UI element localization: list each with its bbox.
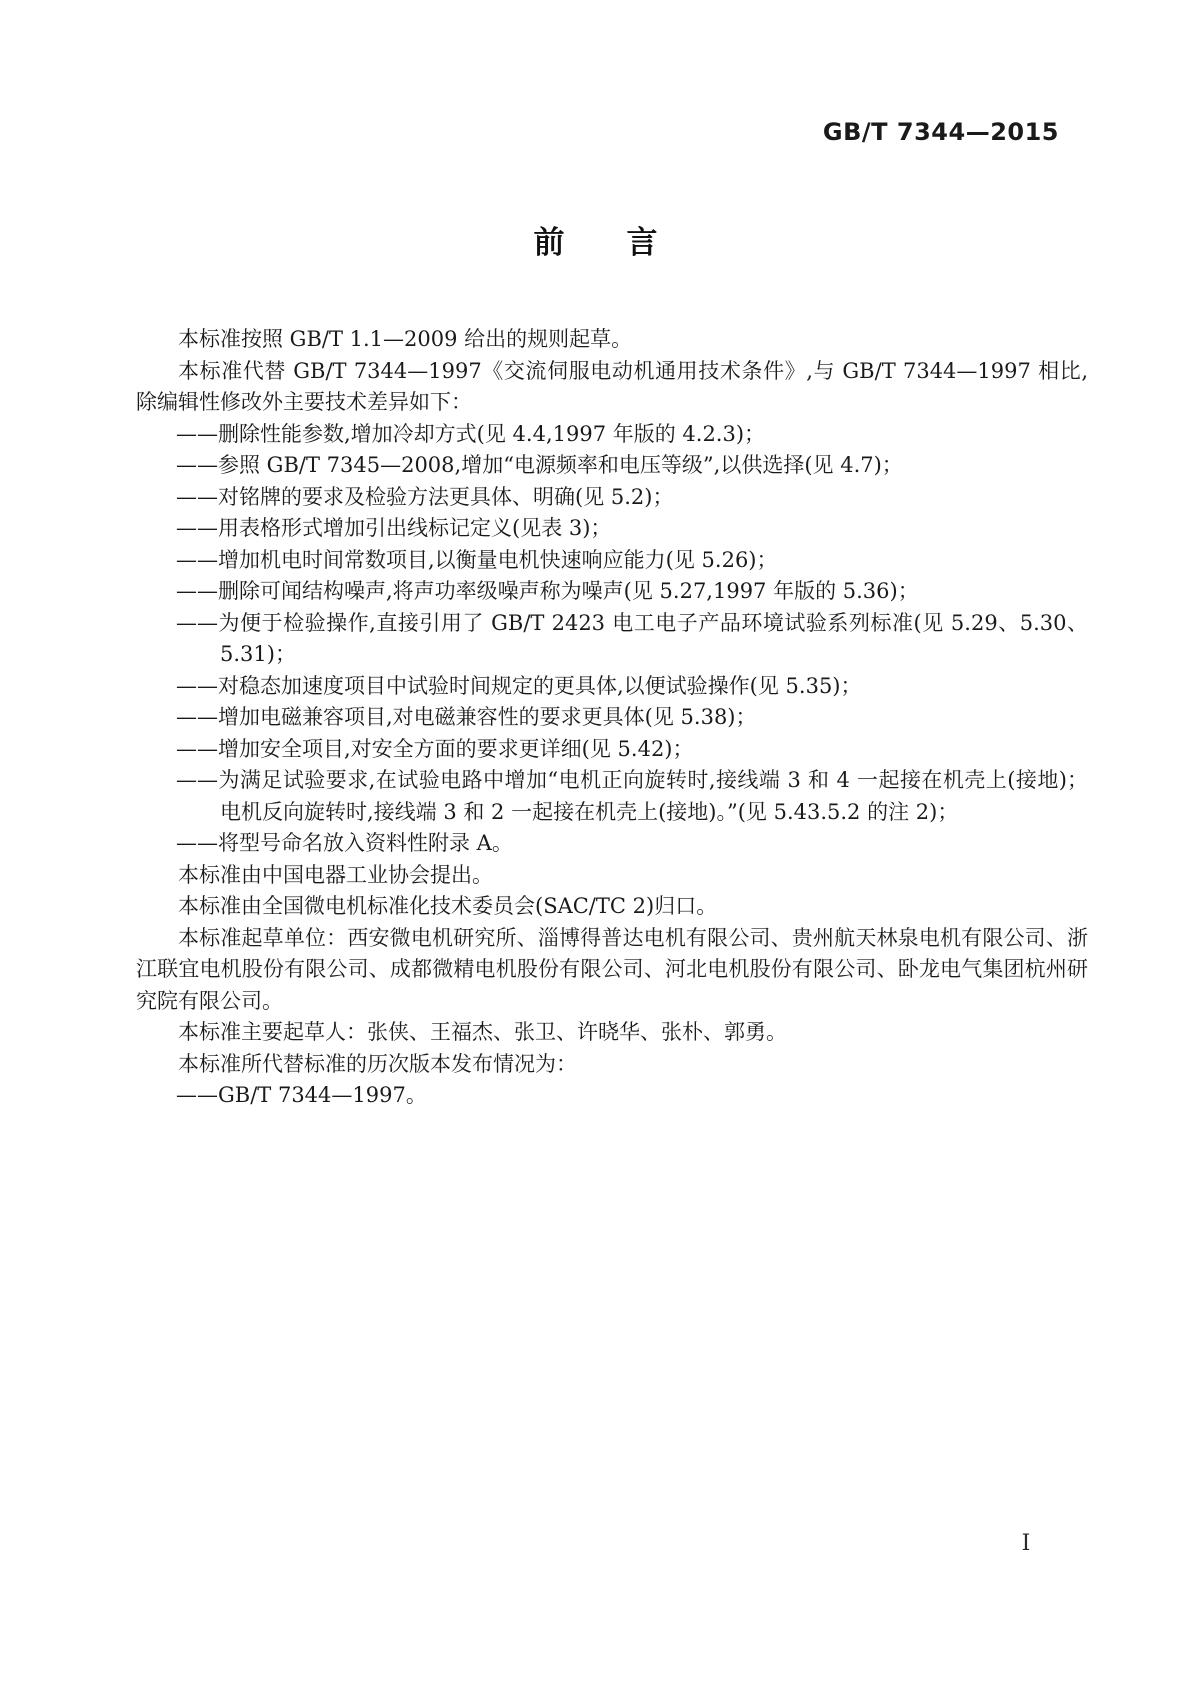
paragraph-replacement: 本标准代替 GB/T 7344—1997《交流伺服电动机通用技术条件》,与 GB/T 7344—1997 相比,除编辑性修改外主要技术差异如下： bbox=[136, 358, 1088, 414]
change-list-item: ——为满足试验要求,在试验电路中增加“电机正向旋转时,接线端 3 和 4 一起接在机壳上(接地)；电机反向旋转时,接线端 3 和 2 一起接在机壳上(接地)。”(见 5.43.5.2 的注 2)； bbox=[176, 768, 1088, 824]
change-list-item: ——参照 GB/T 7345—2008,增加“电源频率和电压等级”,以供选择(见 4.7)； bbox=[176, 453, 903, 477]
standard-number: GB/T 7344—2015 bbox=[822, 118, 1059, 146]
change-list-item: ——增加安全项目,对安全方面的要求更详细(见 5.42)； bbox=[176, 736, 694, 761]
paragraph-history-intro: 本标准所代替标准的历次版本发布情况为： bbox=[178, 1051, 577, 1076]
paragraph-proposed-by: 本标准由中国电器工业协会提出。 bbox=[178, 862, 493, 887]
change-list-item: ——对稳态加速度项目中试验时间规定的更具体,以便试验操作(见 5.35)； bbox=[176, 673, 862, 698]
paragraph-centralized-by: 本标准由全国微电机标准化技术委员会(SAC/TC 2)归口。 bbox=[178, 894, 718, 918]
page-number: I bbox=[1021, 1531, 1031, 1556]
change-list-item: ——删除性能参数,增加冷却方式(见 4.4,1997 年版的 4.2.3)； bbox=[176, 421, 766, 446]
page-title: 前 言 bbox=[533, 225, 658, 261]
change-list-item: ——对铭牌的要求及检验方法更具体、明确(见 5.2)； bbox=[176, 484, 674, 509]
paragraph-drafters: 本标准主要起草人：张侠、王福杰、张卫、许晓华、张朴、郭勇。 bbox=[178, 1020, 787, 1044]
change-list-item: ——增加电磁兼容项目,对电磁兼容性的要求更具体(见 5.38)； bbox=[176, 705, 757, 729]
change-list-item: ——将型号命名放入资料性附录 A。 bbox=[176, 831, 513, 855]
change-list-item: ——删除可闻结构噪声,将声功率级噪声称为噪声(见 5.27,1997 年版的 5.36)； bbox=[176, 579, 919, 603]
change-list-item: ——为便于检验操作,直接引用了 GB/T 2423 电工电子产品环境试验系列标准(见 5.29、5.30、5.31)； bbox=[176, 610, 1088, 666]
history-list-item: ——GB/T 7344—1997。 bbox=[176, 1083, 427, 1107]
foreword-body bbox=[136, 324, 1088, 1112]
paragraph-drafting-orgs: 本标准起草单位：西安微电机研究所、淄博得普达电机有限公司、贵州航天林泉电机有限公司、浙江联宜电机股份有限公司、成都微精电机股份有限公司、河北电机股份有限公司、卧龙电气集团杭州研究院有限公司。 bbox=[136, 925, 1088, 1013]
paragraph-drafting-rule: 本标准按照 GB/T 1.1—2009 给出的规则起草。 bbox=[178, 327, 633, 351]
change-list-item: ——用表格形式增加引出线标记定义(见表 3)； bbox=[176, 516, 612, 540]
change-list-item: ——增加机电时间常数项目,以衡量电机快速响应能力(见 5.26)； bbox=[176, 547, 778, 572]
